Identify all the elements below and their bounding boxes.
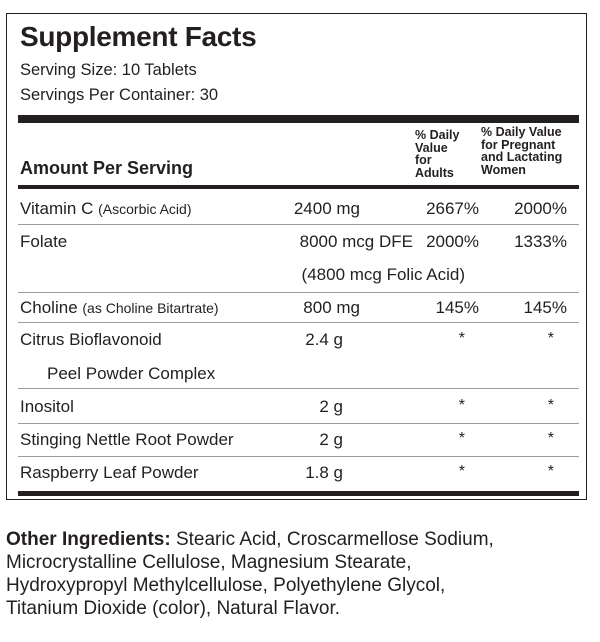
row-inositol-dv-pregnant: * bbox=[547, 397, 554, 414]
servings-per-container: Servings Per Container: 30 bbox=[20, 86, 219, 104]
row-vitamin-c-source: (Ascorbic Acid) bbox=[98, 201, 192, 217]
dv-adults-header: % Daily Value for Adults bbox=[415, 128, 460, 180]
row-folate-name: Folate bbox=[20, 232, 68, 251]
row-divider bbox=[18, 224, 579, 225]
dv-pregnant-header: % Daily Value for Pregnant and Lactating Women bbox=[481, 125, 563, 177]
supplement-facts-panel bbox=[6, 13, 587, 500]
row-raspberry-dv-adults: * bbox=[458, 463, 465, 480]
row-folate-dv-pregnant: 1333% bbox=[514, 232, 567, 251]
row-folate-dv-adults: 2000% bbox=[426, 232, 479, 251]
row-vitamin-c-dv-adults: 2667% bbox=[426, 199, 479, 218]
row-inositol-amount: 2 g bbox=[319, 397, 343, 416]
row-vitamin-c-name: Vitamin C (Ascorbic Acid) bbox=[20, 199, 192, 218]
row-citrus-name-continued: Peel Powder Complex bbox=[47, 364, 216, 383]
row-choline-source: (as Choline Bitartrate) bbox=[82, 300, 219, 316]
row-vitamin-c-dv-pregnant: 2000% bbox=[514, 199, 567, 218]
row-nettle-dv-adults: * bbox=[458, 430, 465, 447]
row-choline-dv-adults: 145% bbox=[435, 298, 479, 317]
row-vitamin-c-amount: 2400 mg bbox=[293, 199, 360, 218]
other-ingredients-line: Microcrystalline Cellulose, Magnesium Stearate, bbox=[6, 552, 412, 573]
thick-rule-top bbox=[18, 115, 579, 123]
row-choline-name: Choline (as Choline Bitartrate) bbox=[20, 298, 219, 317]
row-divider bbox=[18, 388, 579, 389]
thick-rule-bottom bbox=[18, 491, 579, 496]
row-choline-amount: 800 mg bbox=[303, 298, 360, 317]
row-divider bbox=[18, 292, 579, 293]
row-citrus-dv-pregnant: * bbox=[547, 330, 554, 347]
other-ingredients bbox=[6, 528, 594, 620]
row-raspberry-name: Raspberry Leaf Powder bbox=[20, 463, 199, 482]
other-ingredients-line: Stearic Acid, Croscarmellose Sodium, bbox=[170, 529, 494, 550]
row-divider bbox=[18, 423, 579, 424]
amount-per-serving-header: Amount Per Serving bbox=[20, 158, 194, 178]
row-citrus-dv-adults: * bbox=[458, 330, 465, 347]
row-raspberry-amount: 1.8 g bbox=[305, 463, 343, 482]
row-divider bbox=[18, 456, 579, 457]
row-inositol-dv-adults: * bbox=[458, 397, 465, 414]
row-nettle-amount: 2 g bbox=[319, 430, 343, 449]
row-raspberry-dv-pregnant: * bbox=[547, 463, 554, 480]
row-citrus-amount: 2.4 g bbox=[305, 330, 343, 349]
panel-title: Supplement Facts bbox=[20, 21, 257, 52]
other-ingredients-line: Hydroxypropyl Methylcellulose, Polyethylene Glycol, bbox=[6, 575, 446, 596]
row-divider bbox=[18, 322, 579, 323]
row-inositol-name: Inositol bbox=[20, 397, 74, 416]
row-folate-amount: 8000 mcg DFE bbox=[299, 232, 413, 251]
row-citrus-name: Citrus Bioflavonoid bbox=[20, 330, 162, 349]
row-nettle-name: Stinging Nettle Root Powder bbox=[20, 430, 234, 449]
thick-rule-header bbox=[18, 185, 579, 189]
serving-size: Serving Size: 10 Tablets bbox=[20, 61, 197, 79]
row-folate-amount-folic-acid: (4800 mcg Folic Acid) bbox=[301, 265, 465, 284]
row-nettle-dv-pregnant: * bbox=[547, 430, 554, 447]
row-choline-dv-pregnant: 145% bbox=[523, 298, 567, 317]
other-ingredients-label: Other Ingredients: bbox=[6, 529, 171, 550]
other-ingredients-line: Titanium Dioxide (color), Natural Flavor. bbox=[6, 598, 341, 619]
